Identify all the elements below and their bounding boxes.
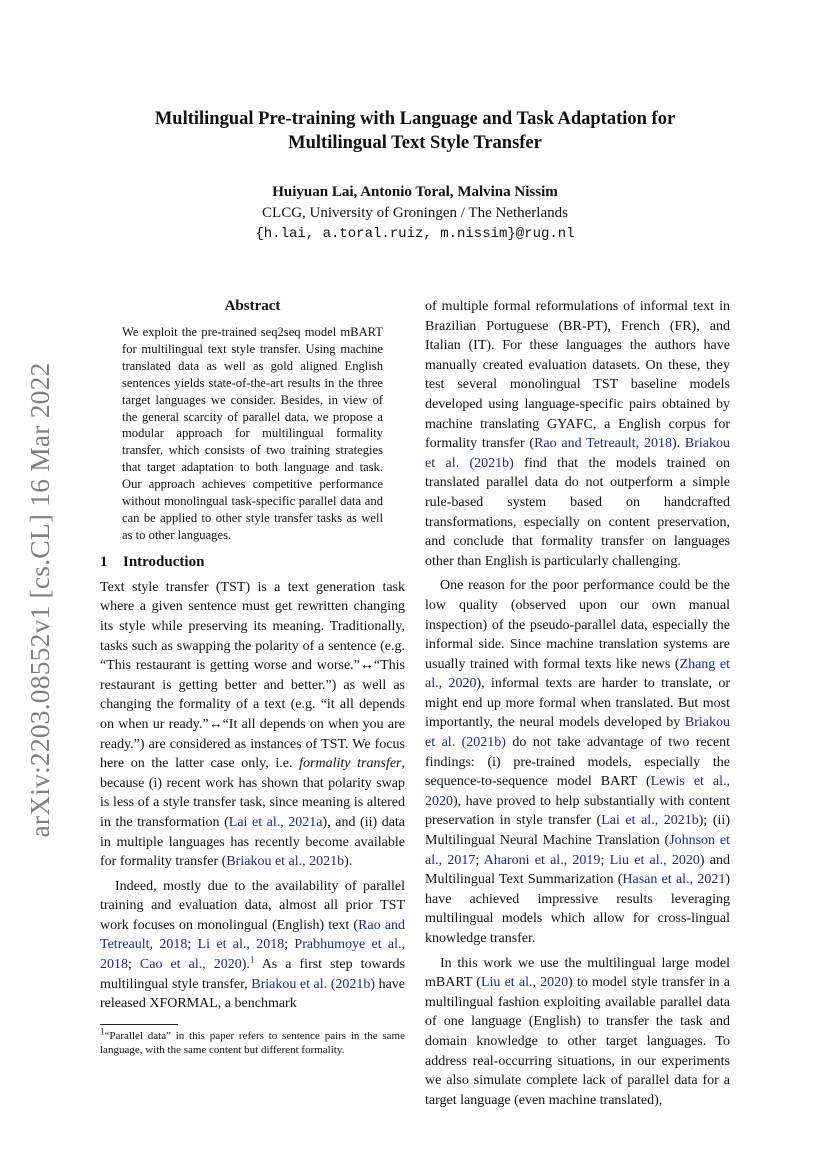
text-run: have released XFORMAL, a benchmark	[100, 976, 406, 1012]
citation-link[interactable]: Lewis et al., 2020	[425, 774, 730, 809]
intro-paragraph-1	[100, 578, 405, 872]
text-run: Indeed, mostly due to the availability of parallel training and evaluation data, almost all prior TST work focuses on monolingual (English) text (	[100, 878, 405, 933]
text-run: ), and (ii) data in multiple languages has recently become available for formality transfer (	[100, 814, 406, 870]
section-number: 1	[100, 553, 108, 570]
author-names: Huiyuan Lai, Antonio Toral, Malvina Nissim	[272, 184, 558, 200]
paper-title	[100, 107, 730, 155]
text-run: In this work we use the multilingual large model mBART (	[425, 955, 730, 991]
citation-link[interactable]: Hasan et al., 2021	[622, 872, 726, 888]
intro-paragraph-4	[425, 576, 730, 948]
text-run: ) to model style transfer in a multilingual fashion exploiting available parallel data of one language (English) to transfer the task and domain knowledge to other target languages. To address real-occurring situations, in our experiments we also simulate complete lack of parallel data for a target language (even machine translated),	[425, 975, 731, 1108]
citation-link[interactable]: Aharoni et al., 2019	[483, 852, 601, 868]
text-run: ).	[671, 436, 685, 452]
intro-paragraph-2	[100, 877, 405, 1014]
citation-link[interactable]: Liu et al., 2020	[480, 975, 569, 991]
intro-paragraph-3	[425, 297, 730, 571]
citation-link[interactable]: Prabhumoye et al., 2018	[100, 937, 406, 973]
text-run: ;	[284, 937, 295, 953]
citation-link[interactable]: Lai et al., 2021a	[228, 814, 323, 830]
emphasis: formality transfer	[299, 756, 402, 772]
text-run: ), have proved to help substantially with content preservation in style transfer (	[425, 793, 730, 829]
citation-link[interactable]: Rao and Tetreault, 2018	[534, 436, 672, 452]
footnote-rule	[100, 1024, 178, 1025]
abstract-text: We exploit the pre-trained seq2seq model mBART for multilingual text style transfer. Using machine translated data as well as gold aligned English sentences yields state-of-the-art results in the three target languages we consider. Besides, in view of the general scarcity of parallel data, we propose a modular approach for multilingual formality transfer, which consists of two training strategies that target adaptation to both language and task. Our approach achieves competitive performance without monolingual task-specific parallel data and can be applied to other style transfer tasks as well as to other languages.	[122, 325, 383, 542]
citation-link[interactable]: Briakou et al. (2021b)	[425, 715, 730, 751]
text-run: ); (ii) Multilingual Neural Machine Translation (	[425, 813, 730, 849]
section-title: Introduction	[123, 553, 205, 570]
section-heading-introduction	[100, 552, 405, 572]
right-column	[425, 297, 730, 1110]
citation-link[interactable]: Cao et al., 2020	[139, 957, 242, 973]
text-run: One reason for the poor performance could be the low quality (observed upon our own manual inspection) of the pseudo-parallel data, especially the informal side. Since machine translation systems are usually trained with formal texts like news (	[425, 578, 730, 672]
citation-link[interactable]: Briakou et al. (2021b)	[425, 436, 730, 471]
text-run: ) and Multilingual Text Summarization (	[425, 852, 730, 888]
left-column	[100, 297, 405, 1058]
affiliation: CLCG, University of Groningen / The Netherlands	[262, 205, 568, 221]
citation-link[interactable]: Li et al., 2018	[197, 937, 285, 953]
arxiv-stamp	[18, 345, 62, 855]
abstract-heading: Abstract	[224, 298, 281, 314]
text-run: find that the models trained on translated parallel data do not outperform a simple rule-based system based on handcrafted transformations, especially on content preservation, and conclude that formality transfer on languages other than English is particularly challenging.	[425, 455, 730, 569]
footnote-marker[interactable]: 1	[249, 954, 255, 965]
text-run: ;	[128, 957, 140, 973]
text-run: ;	[187, 937, 198, 953]
title-line-2: Multilingual Text Style Transfer	[288, 133, 542, 153]
citation-link[interactable]: Briakou et al., 2021b	[226, 854, 345, 870]
text-run: As a first step towards multilingual style transfer,	[100, 957, 405, 992]
title-line-1: Multilingual Pre-training with Language and Task Adaptation for	[154, 109, 676, 129]
citation-link[interactable]: Briakou et al. (2021b)	[251, 976, 376, 992]
text-run: ), informal texts are harder to translate, or might end up more formal when translated. But most importantly, the neural models developed by	[425, 676, 730, 731]
text-run: ;	[475, 852, 484, 868]
intro-paragraph-5	[425, 954, 730, 1111]
footnote-text: “Parallel data” in this paper refers to sentence pairs in the same language, with the same content but different formality.	[100, 1029, 405, 1057]
citation-link[interactable]: Lai et al., 2021b	[601, 813, 699, 829]
author-email: {h.lai, a.toral.ruiz, m.nissim}@rug.nl	[255, 226, 575, 242]
footnote-number: 1	[100, 1026, 105, 1037]
footnote	[100, 1026, 405, 1058]
text-run: ) have achieved impressive results leveraging multilingual models which allow for cross-lingual knowledge transfer.	[425, 872, 730, 946]
text-run: ).	[344, 854, 353, 870]
arxiv-stamp-text: arXiv:2203.08552v1 [cs.CL] 16 Mar 2022	[24, 362, 55, 838]
text-run: Text style transfer (TST) is a text generation task where a given sentence must get rewritten changing its style while preserving its meaning. Traditionally, tasks such as swapping the polarity of a sentence (e.g. “This restaurant is getting worse and worse.”↔“This restaurant is getting better and better.”) as well as changing the formality of a text (e.g. “it all depends on when ur ready.”↔“It all depends on when you are ready.”) are considered as instances of TST. We focus here on the latter case only, i.e.	[100, 579, 405, 772]
text-run: , because (i) recent work has shown that polarity swap is less of a style transfer task, since meaning is altered in the transformation (	[100, 756, 405, 830]
citation-link[interactable]: Liu et al., 2020	[609, 852, 700, 868]
citation-link[interactable]: Rao and Tetreault, 2018	[100, 917, 405, 953]
text-run: do not take advantage of two recent findings: (i) pre-trained models, especially the sequence-to-sequence model BART (	[425, 735, 731, 790]
citation-link[interactable]: Zhang et al., 2020	[425, 656, 730, 692]
citation-link[interactable]: Johnson et al., 2017	[425, 833, 731, 868]
author-block	[100, 182, 730, 245]
text-run: of multiple formal reformulations of informal text in Brazilian Portuguese (BR-PT), French (FR), and Italian (IT). For these languages the authors have manually created evaluation datasets. On these, they test several monolingual TST baseline models developed using language-specific pairs obtained by machine translating GYAFC, a English corpus for formality transfer (	[425, 299, 730, 452]
text-run: ).	[241, 957, 250, 973]
text-run: ;	[600, 852, 610, 868]
